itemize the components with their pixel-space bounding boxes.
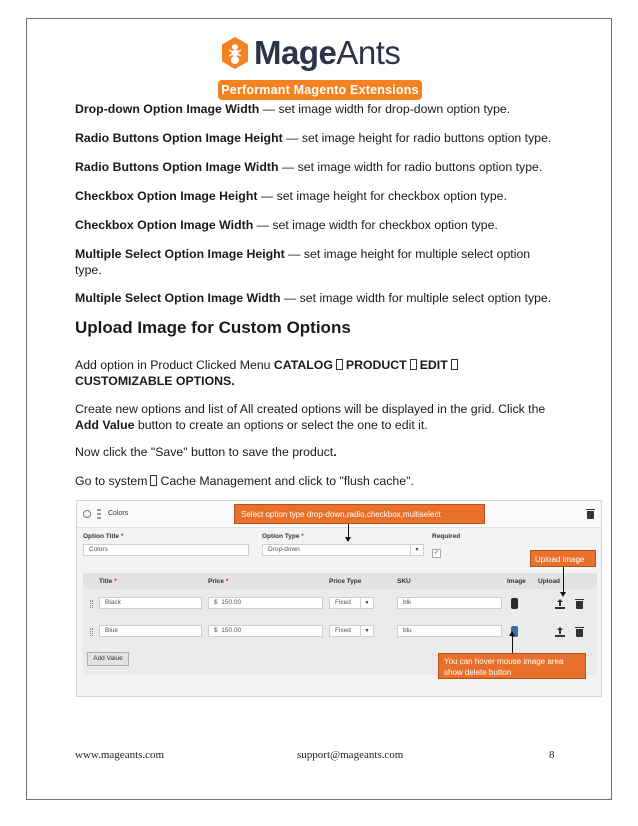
- setting-radio-height: [75, 130, 560, 146]
- instruction-cache: [75, 473, 560, 489]
- option-type-select[interactable]: [262, 544, 424, 556]
- callout-arrow: [563, 567, 564, 593]
- option-type-label-text: Option Type: [262, 533, 300, 540]
- required-checkbox[interactable]: ✓: [433, 550, 440, 556]
- option-group-title: Colors: [108, 510, 129, 517]
- backpack-thumbnail[interactable]: [511, 598, 518, 609]
- setting-desc: — set image width for drop-down option type.: [259, 102, 511, 116]
- collapse-icon[interactable]: [83, 510, 91, 518]
- required-star: *: [114, 578, 117, 585]
- menu-edit: EDIT: [419, 358, 448, 372]
- option-title-label-text: Option Title: [83, 533, 119, 540]
- menu-product: PRODUCT: [345, 358, 407, 372]
- logo-wordmark: [254, 34, 400, 72]
- option-title-label: [83, 533, 123, 540]
- required-star: *: [225, 578, 229, 585]
- missing-glyph-icon: [150, 475, 157, 486]
- upload-icon[interactable]: [555, 599, 565, 609]
- required-label: Required: [432, 533, 461, 540]
- delete-row-icon[interactable]: [576, 601, 583, 609]
- setting-multiselect-width: [75, 290, 560, 306]
- callout-arrowhead: [345, 537, 351, 542]
- missing-glyph-icon: [410, 359, 417, 370]
- setting-term: Multiple Select Option Image Height: [75, 247, 285, 261]
- instruction-grid: [75, 401, 550, 433]
- callout-arrowhead: [509, 631, 515, 636]
- row-drag-handle-icon[interactable]: [90, 600, 93, 608]
- cache-text-before: Go to system: [75, 474, 148, 488]
- ant-hexagon-icon: [220, 36, 250, 70]
- price-value: 150.00: [221, 599, 242, 606]
- add-value-button[interactable]: Add Value: [87, 652, 129, 666]
- save-period: .: [333, 445, 337, 459]
- price-type-value: Fixed: [335, 627, 351, 634]
- callout-arrow: [348, 524, 349, 538]
- footer-page-number: 8: [549, 749, 555, 761]
- row-title-input[interactable]: Black: [99, 597, 202, 609]
- setting-term: Radio Buttons Option Image Width: [75, 160, 279, 174]
- callout-arrowhead: [560, 592, 566, 597]
- setting-desc: — set image width for multiple select option type.: [280, 291, 552, 305]
- col-upload: Upload: [538, 578, 561, 585]
- setting-term: Radio Buttons Option Image Height: [75, 131, 283, 145]
- menu-customizable: CUSTOMIZABLE OPTIONS.: [75, 374, 235, 388]
- setting-term: Checkbox Option Image Height: [75, 189, 258, 203]
- chevron-down-icon: ▼: [360, 626, 373, 636]
- logo-mage: Mage: [254, 34, 337, 71]
- col-title-text: Title: [99, 578, 113, 585]
- row-sku-input[interactable]: blu: [397, 625, 502, 637]
- required-star: *: [301, 533, 304, 540]
- row-drag-handle-icon[interactable]: [90, 628, 93, 636]
- delete-row-icon[interactable]: [576, 629, 583, 637]
- delete-option-icon[interactable]: [587, 511, 594, 519]
- save-text: Now click the "Save" button to save the product: [75, 445, 334, 459]
- col-sku: SKU: [397, 578, 411, 585]
- setting-multiselect-height: [75, 246, 545, 278]
- setting-checkbox-height: [75, 188, 560, 204]
- menu-path-prefix: Add option in Product Clicked Menu: [75, 358, 274, 372]
- col-title: [99, 578, 117, 585]
- col-price: [208, 578, 228, 585]
- currency-symbol: $: [214, 627, 218, 634]
- drag-handle-icon[interactable]: [97, 509, 101, 519]
- option-type-value: Drop-down: [268, 546, 300, 553]
- grid-text-before: Create new options and list of All created options will be displayed in the grid. Click the: [75, 402, 546, 416]
- add-value-mention: Add Value: [75, 418, 135, 432]
- callout-option-type: Select option type drop-down,radio,checkbox,multiselect: [234, 504, 485, 524]
- upload-icon[interactable]: [555, 627, 565, 637]
- setting-term: Drop-down Option Image Width: [75, 102, 260, 116]
- option-type-label: [262, 533, 304, 540]
- logo-ants: Ants: [336, 34, 401, 71]
- callout-hover-delete: You can hover mouse image area show delete button: [438, 653, 586, 679]
- cache-text-after: Cache Management and click to "flush cache".: [160, 474, 414, 488]
- footer-website: www.mageants.com: [75, 749, 165, 761]
- currency-symbol: $: [214, 599, 218, 606]
- setting-desc: — set image width for radio buttons option type.: [278, 160, 543, 174]
- row-price-input[interactable]: [208, 625, 323, 637]
- row-price-type-select[interactable]: [329, 625, 374, 637]
- chevron-down-icon: ▼: [410, 545, 423, 555]
- option-title-input[interactable]: Colors: [83, 544, 249, 556]
- custom-options-screenshot: [76, 500, 602, 697]
- setting-desc: — set image height for checkbox option type.: [257, 189, 507, 203]
- col-price-type: Price Type: [329, 578, 362, 585]
- setting-radio-width: [75, 159, 560, 175]
- setting-desc: — set image height for multiple select option type.: [75, 247, 531, 277]
- col-price-text: Price: [208, 578, 224, 585]
- instruction-save: [75, 444, 560, 460]
- missing-glyph-icon: [336, 359, 343, 370]
- logo-tagline: Performant Magento Extensions: [218, 80, 422, 100]
- setting-term: Multiple Select Option Image Width: [75, 291, 281, 305]
- mageants-logo: [218, 34, 422, 102]
- row-sku-input[interactable]: blk: [397, 597, 502, 609]
- callout-arrow: [512, 635, 513, 653]
- section-heading: Upload Image for Custom Options: [75, 318, 351, 337]
- grid-text-after: button to create an options or select the one to edit it.: [134, 418, 428, 432]
- setting-desc: — set image width for checkbox option type.: [253, 218, 498, 232]
- setting-dropdown-width: [75, 101, 560, 117]
- instruction-menu-path: [75, 357, 495, 389]
- col-image: Image: [507, 578, 526, 585]
- footer-email: support@mageants.com: [297, 749, 404, 761]
- row-price-type-select[interactable]: [329, 597, 374, 609]
- row-price-input[interactable]: [208, 597, 323, 609]
- missing-glyph-icon: [451, 359, 458, 370]
- setting-checkbox-width: [75, 217, 560, 233]
- setting-term: Checkbox Option Image Width: [75, 218, 254, 232]
- setting-desc: — set image height for radio buttons option type.: [282, 131, 552, 145]
- grid-header: [83, 573, 597, 589]
- required-star: *: [120, 533, 124, 540]
- menu-catalog: CATALOG: [273, 358, 333, 372]
- callout-upload-image: Upload image: [530, 550, 596, 567]
- price-value: 150.00: [221, 627, 242, 634]
- row-title-input[interactable]: Blue: [99, 625, 202, 637]
- chevron-down-icon: ▼: [360, 598, 373, 608]
- price-type-value: Fixed: [335, 599, 351, 606]
